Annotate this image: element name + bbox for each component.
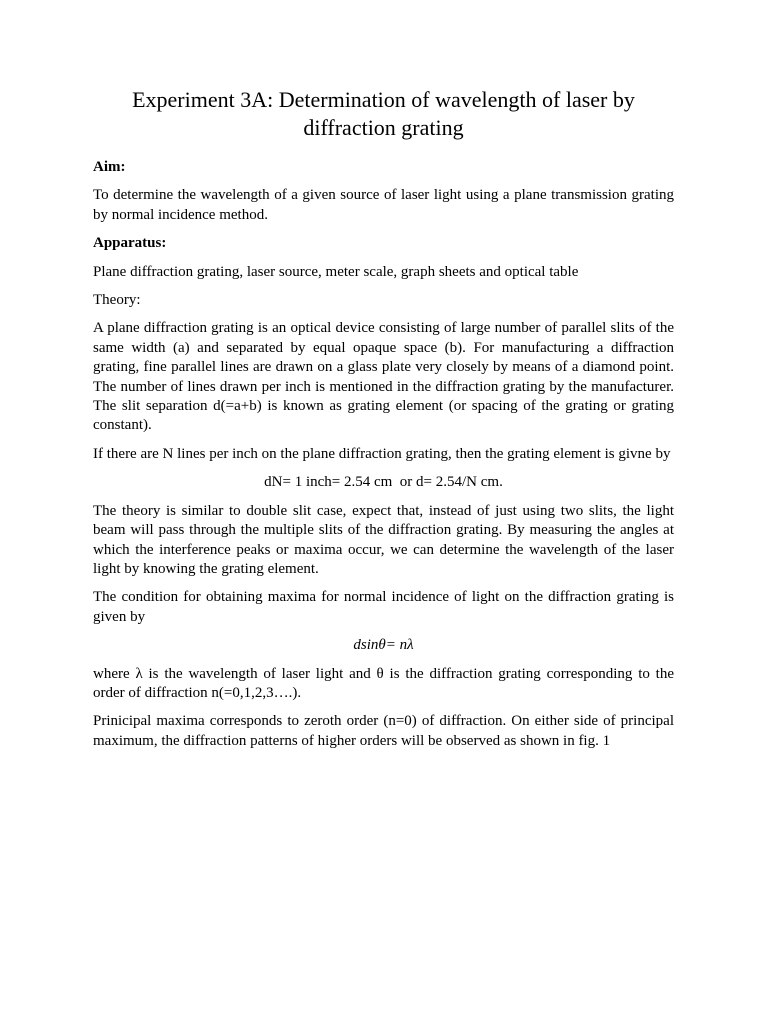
aim-text: To determine the wavelength of a given source of laser light using a plane transmission grating by normal incidence method. — [93, 187, 674, 223]
grating-element-equation: dN= 1 inch= 2.54 cm or d= 2.54/N cm. — [264, 474, 503, 491]
theory-paragraph-2: If there are N lines per inch on the plane diffraction grating, then the grating element is givne by — [93, 445, 671, 462]
apparatus-heading: Apparatus: — [93, 235, 167, 252]
theory-heading: Theory: — [93, 292, 141, 309]
document-page — [93, 86, 674, 760]
document-title: Experiment 3A: Determination of wavelength of laser by diffraction grating — [132, 87, 635, 140]
theory-paragraph-5: where λ is the wavelength of laser light and θ is the diffraction grating corresponding to the order of diffraction n(=0,1,2,3….). — [93, 665, 674, 701]
theory-paragraph-1: A plane diffraction grating is an optical device consisting of large number of parallel slits of the same width (a) and separated by equal opaque space (b). For manufacturing a diffraction grating, fine parallel lines are drawn on a glass plate very closely by means of a diamond point. The number of lines drawn per inch is mentioned in the diffraction grating by the manufacturer. The slit separation d(=a+b) is known as grating element (or spacing of the grating or grating constant). — [93, 320, 674, 434]
theory-paragraph-3: The theory is similar to double slit case, expect that, instead of just using two slits, the light beam will pass through the multiple slits of the diffraction grating. By measuring the angles at which the interference peaks or maxima occur, we can determine the wavelength of the laser light by knowing the grating element. — [93, 502, 674, 577]
grating-equation: dsinθ= nλ — [353, 637, 414, 654]
aim-heading: Aim: — [93, 159, 126, 175]
apparatus-text: Plane diffraction grating, laser source, meter scale, graph sheets and optical table — [93, 263, 579, 280]
theory-paragraph-4: The condition for obtaining maxima for normal incidence of light on the diffraction grating is given by — [93, 589, 674, 625]
theory-paragraph-6: Prinicipal maxima corresponds to zeroth order (n=0) of diffraction. On either side of principal maximum, the diffraction patterns of higher orders will be observed as shown in fig. 1 — [93, 713, 674, 749]
